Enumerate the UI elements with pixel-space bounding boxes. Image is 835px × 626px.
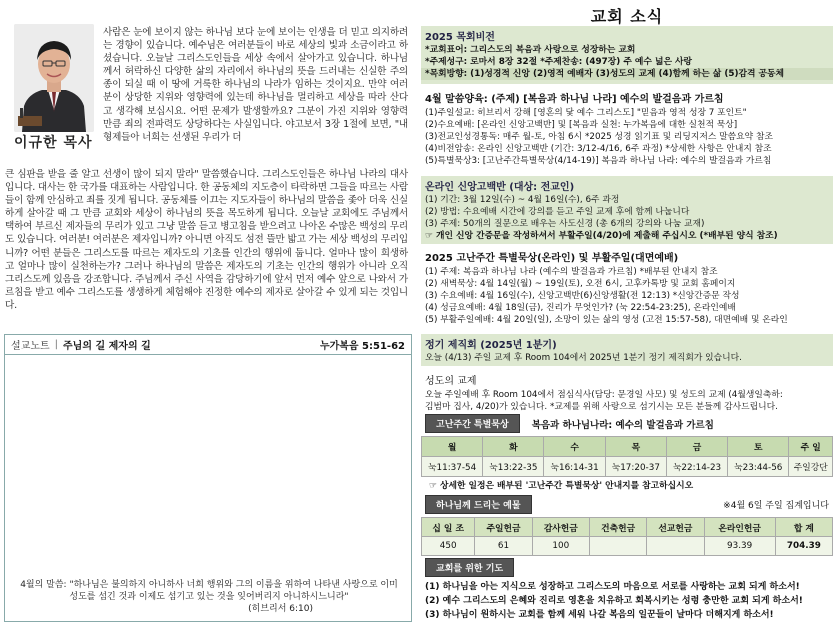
- passion-week-section: [421, 414, 833, 492]
- vision-box: [421, 26, 833, 84]
- online-class-box: [421, 176, 833, 244]
- sermon-reference: 누가복음 5:51-62: [319, 341, 405, 352]
- online-class-line: (1) 기간: 3월 12일(수) ~ 4월 16일(수), 6주 과정: [425, 195, 620, 205]
- holy-week-heading: 2025 고난주간 특별묵상(온라인) 및 부활주일(대면예배): [425, 253, 679, 264]
- offering-header: 십 일 조: [422, 518, 475, 537]
- table-row: [422, 457, 833, 477]
- holy-week-line: (3) 수요예배: 4월 16일(수), 신앙고백반(6)신앙생활(전 12:13) *신앙간증문 작성: [425, 291, 740, 302]
- offering-value: [589, 537, 646, 556]
- day-header: 화: [483, 437, 544, 457]
- holy-week-line: (2) 새벽묵상: 4월 14일(월) ~ 19일(토), 오전 6시, 고후카톡방 및 교회 홈페이지: [425, 279, 736, 290]
- sermon-note-label: 설교노트: [11, 341, 50, 352]
- online-class-heading: 온라인 신앙고백반 (대상: 전교인): [425, 182, 575, 193]
- holy-week-line: (5) 부활주일예배: 4월 20일(일), 소망이 있는 삶의 영성 (고전 15:57-58), 대면예배 및 온라인: [425, 315, 788, 326]
- meeting-box: [421, 334, 833, 366]
- offering-header: 온라인헌금: [704, 518, 775, 537]
- offering-value: [647, 537, 704, 556]
- scripture-cell: 눅23:44-56: [728, 457, 789, 477]
- monthly-verse-source: (히브리서 6:10): [248, 604, 313, 614]
- offering-value: 450: [422, 537, 475, 556]
- meeting-heading: 정기 제직회 (2025년 1분기): [425, 340, 557, 351]
- offering-total: 704.39: [775, 537, 832, 556]
- online-class-line: (3) 주제: 50개의 질문으로 배우는 사도신경 (총 6개의 강의와 나눔 교재): [425, 219, 705, 230]
- offering-value: 61: [475, 537, 532, 556]
- prayer-line: (3) 하나님이 원하시는 교회를 함께 세워 나갈 복음의 일꾼들이 날마다 더해지게 하소서!: [425, 610, 774, 620]
- offering-note: ※4월 6일 주일 집계입니다: [723, 501, 829, 511]
- offering-header: 주일헌금: [475, 518, 532, 537]
- offering-header: 선교헌금: [647, 518, 704, 537]
- april-study-line: (1)주일설교: 히브리서 강해 [영혼의 닻 예수 그리스도] "믿음과 영적 성장 7 포인트": [425, 108, 747, 118]
- day-header: 주 일: [789, 437, 833, 457]
- offering-header: 감사헌금: [532, 518, 589, 537]
- day-header: 금: [666, 437, 727, 457]
- monthly-verse-text: 4월의 말씀: "하나님은 불의하지 아니하사 너희 행위와 그의 이름을 위하여 나타낸 사랑으로 이미 성도를 섬긴 것과 이제도 섬기고 있는 것을 잊어버리지 아니하시느니라": [20, 580, 398, 602]
- offering-bar: 하나님께 드리는 예물: [425, 495, 532, 514]
- offering-header: 합 계: [775, 518, 832, 537]
- fellowship-section: [421, 370, 833, 413]
- prayer-line: (2) 예수 그리스도의 은혜와 진리로 영혼을 치유하고 회복시키는 성령 충만한 교회 되게 하소서!: [425, 596, 803, 606]
- sermon-title: 주님의 길 제자의 길: [63, 341, 151, 352]
- holy-week-line: (1) 주제: 복음과 하나님 나라 (예수의 발걸음과 가르침) *배부된 안내지 참조: [425, 267, 718, 277]
- scripture-cell: 눅22:14-23: [666, 457, 727, 477]
- pastor-portrait-image: [14, 24, 94, 132]
- table-row: [422, 437, 833, 457]
- offering-value: 100: [532, 537, 589, 556]
- sermon-note-box: [4, 334, 412, 622]
- holy-week-line: (4) 성금요예배: 4월 18일(금), 진리가 무엇인가? (눅 22:54-23:25), 온라인예배: [425, 303, 736, 314]
- prayer-line: (1) 하나님을 아는 지식으로 성장하고 그리스도의 마음으로 서로를 사랑하는 교회 되게 하소서!: [425, 582, 800, 592]
- pastor-signature: 이규한 목사: [14, 135, 93, 151]
- pastor-column-text-bottom: 큰 심판을 받을 줄 알고 선생이 많이 되지 말라" 말씀했습니다. 그리스도인들은 하나님 나라의 대사입니다. 대사는 한 국가를 대표하는 사람입니다. 한 공동체의 지도층이 타락하면 그들을 따르는 사람들이 함께 안심하고 죄를 짓게 됩니다. 공동체를 이끄는 지도자들이 하나님의 말씀을 좇아 더욱 신실하게 살아갈 때 그 만큼 교회와 세상이 하나님의 뜻을 목도하게 됩니다. 오늘날 교회에도 주님께서 택하여 부르신 제자들의 무리가 있고 그냥 말씀 듣고 병고침을 받으려고 나아온 수많은 백성의 무리도 있습니다. 여러분! 여러분은 제자입니까? 아니면 아직도 섬전 뜰만 밟고 가는 세상 백성의 무리입니까? 어떤 분들은 그리스도를 따르는 제자도의 기초를 인간의 행위에 둡니다. 얼마나 많이 희생하고 얼마나 많이 실천하는가? 그러나 하나님의 말씀은 제자도의 기초는 인간의 행위가 아니라 오직 그리스도께 있음을 강조합니다. 주님께서 주신 사역을 감당하기에 앞서 먼저 예수 앞으로 나와서 가르침을 받고 예수 그리스도를 생생하게 체험해야 진정한 예수의 제자로 살아갈 수 있게 되는 것입니다.: [5, 169, 408, 311]
- online-class-line: ☞ 개인 신앙 간증문을 작성하셔서 부활주일(4/20)에 제출해 주십시오 (*배부된 양식 참조): [425, 231, 778, 242]
- vision-heading: 2025 목회비전: [425, 32, 495, 43]
- april-study-line: (2)수요예배: [온라인 신앙고백반] 및 [복음과 실천: 누가복음에 대한 실천적 묵상]: [425, 120, 738, 131]
- divider: |: [54, 339, 59, 350]
- day-header: 목: [605, 437, 666, 457]
- offering-table: [421, 517, 833, 556]
- scripture-cell: 주일강단: [789, 457, 833, 477]
- scripture-cell: 눅16:14-31: [544, 457, 605, 477]
- april-study-heading: 4월 말씀양육: (주제) [복음과 하나님 나라] 예수의 발걸음과 가르침: [425, 94, 724, 105]
- meeting-line: 오늘 (4/13) 주일 교제 후 Room 104에서 2025년 1분기 정기 제직회가 있습니다.: [425, 353, 742, 363]
- day-header: 월: [422, 437, 483, 457]
- april-study-line: (3)전교인성경통독: 매주 월-토, 아침 6시 *2025 성경 읽기표 및 리딩지저스 말씀요약 참조: [425, 132, 773, 143]
- passion-week-note: ☞ 상세한 일정은 배부된 '고난주간 특별묵상' 안내지를 참고하십시오: [429, 481, 694, 491]
- vision-line: *교회표어: 그리스도의 복음과 사랑으로 성장하는 교회: [425, 45, 636, 55]
- pastor-column-panel: [0, 0, 412, 626]
- table-row: [422, 537, 833, 556]
- vision-line: *목회방향: (1)성경적 신앙 (2)영적 예배자 (3)성도의 교제 (4)함께 하는 삶 (5)감격 공동체: [421, 68, 833, 80]
- passion-week-bar: 고난주간 특별묵상: [425, 414, 520, 433]
- table-row: [422, 518, 833, 537]
- offering-value: 93.39: [704, 537, 775, 556]
- online-class-line: (2) 방법: 수요예배 시간에 강의를 듣고 주일 교제 후에 함께 나눕니다: [425, 207, 690, 218]
- holy-week-section: [421, 247, 833, 326]
- prayer-section: [421, 556, 833, 622]
- fellowship-heading: 성도의 교제: [425, 376, 477, 387]
- offering-section: [421, 495, 833, 556]
- pastor-column-text-top: 사람은 눈에 보이지 않는 하나님 보다 눈에 보이는 인생을 더 믿고 의지하려는 경향이 있습니다. 예수님은 여러분들이 바로 세상의 빛과 소금이라고 하셨습니다. 오늘날 그리스도인들을 세상 속에서 살아가고 있습니다. 하나님께서 허락하신 다양한 삶의 자리에서 하나님의 뜻을 드러내는 신실한 주의 종이 되실 때 이 땅에 거룩한 하나님의 나라가 임하는 것이지요. 만약 여러분이 상당한 지위와 영향력에 있는데 하나님을 멀리하고 세상을 따라 산다고 생각해 보십시요. 어떤 문제가 발생할까요? 그분이 가진 지위와 영향력만큼 죄의 전파력도 상당하다는 사실입니다. 야고보서 3장 1절에 보면, "내 형제들아 너희는 선생된 우리가 더: [103, 27, 408, 143]
- pastor-photo: [14, 24, 94, 132]
- monthly-verse: [15, 579, 403, 615]
- scripture-cell: 눅11:37-54: [422, 457, 483, 477]
- passion-week-table: [421, 436, 833, 477]
- day-header: 수: [544, 437, 605, 457]
- sermon-note-header: [5, 335, 411, 355]
- day-header: 토: [728, 437, 789, 457]
- passion-week-title: 복음과 하나님나라: 예수의 발걸음과 가르침: [531, 419, 714, 431]
- church-news-panel: [419, 0, 835, 626]
- fellowship-line: 오늘 주일예배 후 Room 104에서 점심식사(담당: 문경일 사모) 및 성도의 교제 (4월생일축하:: [425, 390, 783, 400]
- april-study-line: (4)비전암송: 온라인 신앙고백반 (기간: 3/12-4/16, 6주 과정) *상세한 사항은 안내지 참조: [425, 144, 772, 155]
- scripture-cell: 눅17:20-37: [605, 457, 666, 477]
- vision-line: *주제성구: 로마서 8장 32절 *주제찬송: (497장) 주 예수 넓은 사랑: [425, 57, 693, 68]
- april-study-section: [421, 88, 833, 167]
- page-title: 교회 소식: [590, 7, 664, 26]
- april-study-line: (5)특별묵상3: [고난주간특별묵상(4/14-19)] 복음과 하나님 나라: 예수의 발걸음과 가르침: [425, 156, 772, 167]
- fellowship-line: 김범마 집사, 4/20)가 있습니다. *교제를 위해 사랑으로 섬기시는 모든 분들께 감사드립니다.: [425, 402, 778, 413]
- offering-header: 건축헌금: [589, 518, 646, 537]
- prayer-bar: 교회를 위한 기도: [425, 558, 514, 577]
- scripture-cell: 눅13:22-35: [483, 457, 544, 477]
